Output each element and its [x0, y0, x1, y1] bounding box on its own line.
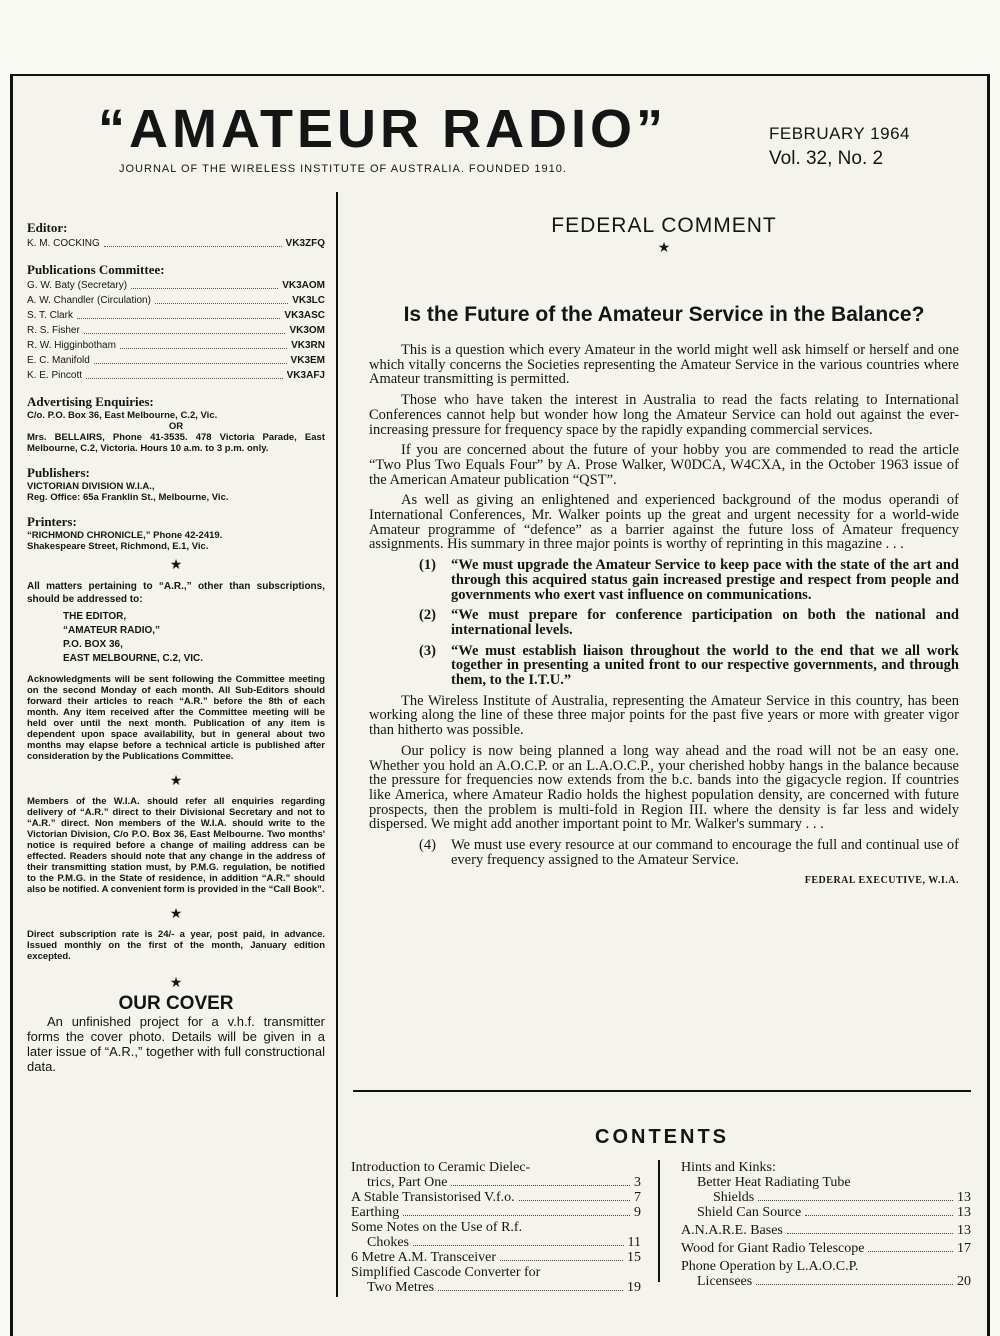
advertising-section: [27, 394, 325, 454]
star-divider: ★: [169, 907, 183, 922]
committee-row: [27, 368, 325, 383]
contents-item-title: Some Notes on the Use of R.f.: [351, 1220, 523, 1235]
leader-dots: [758, 1190, 953, 1201]
article-paragraph: As well as giving an enlightened and experienced background of the modus operandi of International Conferences, Mr. Walker points up the great and urgent necessity for a world-wide Amateur programme of “defence” as a barrier against the future loss of Amateur frequency assignments. His summary in three major points is worthy of reprinting in this magazine . . .: [369, 492, 959, 553]
committee-row: [27, 338, 325, 353]
member-callsign: VK3ASC: [284, 310, 325, 321]
member-callsign: VK3OM: [289, 325, 325, 336]
printers-line: “RICHMOND CHRONICLE,” Phone 42-2419.: [27, 530, 223, 541]
point-text: “We must establish liaison throughout the world to the end that we all work together in presenting a united front to our respective governments, and through them, to the I.T.U.”: [451, 642, 959, 689]
star-divider: ★: [169, 558, 183, 573]
member-name: E. C. Manifold: [27, 355, 90, 366]
contents-item-title: Chokes: [367, 1235, 409, 1250]
leader-dots: [84, 323, 286, 334]
member-name: G. W. Baty (Secretary): [27, 280, 128, 291]
leader-dots: [756, 1274, 953, 1285]
contents-item-title: A Stable Transistorised V.f.o.: [351, 1190, 515, 1205]
article-paragraph: This is a question which every Amateur in the world might well ask himself or herself and one which vitally concerns the Societies representing the Amateur Service in the various countries where Amateur transmitting is permitted.: [369, 342, 959, 388]
editor-callsign: VK3ZFQ: [285, 238, 325, 249]
article-paragraph: The Wireless Institute of Australia, representing the Amateur Service in this country, has been working along the line of these three major points for the past five years or more with greater vigor than hitherto was possible.: [369, 692, 959, 739]
issue-volume: Vol. 32, No. 2: [769, 148, 884, 169]
committee-row: [27, 308, 325, 323]
contents-item-title: Introduction to Ceramic Dielec-: [351, 1160, 531, 1175]
point-text: “We must upgrade the Amateur Service to keep pace with the state of the art and through this acquired status gain increased prestige and respect from people and governments who exert vast influence on communications.: [451, 557, 959, 603]
member-name: K. E. Pincott: [27, 370, 83, 381]
issue-date: FEBRUARY 1964: [769, 124, 910, 143]
contents-item[interactable]: [351, 1265, 641, 1295]
contents-item[interactable]: [681, 1205, 971, 1220]
contents-item[interactable]: [681, 1175, 971, 1205]
star-divider: ★: [657, 241, 671, 256]
contents-divider: [658, 1160, 660, 1282]
contents-item-page: 17: [957, 1241, 971, 1256]
contents-item-page: 13: [957, 1190, 971, 1205]
publishers-line: VICTORIAN DIVISION W.I.A.,: [27, 481, 155, 492]
summary-point: [419, 558, 959, 602]
star-divider: ★: [169, 976, 183, 991]
contents-left: [351, 1160, 641, 1295]
point-text: “We must prepare for conference participation on both the national and international levels.: [451, 607, 959, 638]
article-headline: Is the Future of the Amateur Service in the Balance?: [403, 303, 925, 326]
leader-dots: [77, 308, 280, 319]
editor-heading: Editor:: [27, 220, 68, 235]
address-line: P.O. BOX 36,: [63, 639, 123, 650]
article-paragraph: Our policy is now being planned a long way ahead and the road will not be an easy one. Whether you hold an A.O.C.P. or an L.A.O.C.P., your cherished hobby hangs in the balance because the pressure for frequencies now extends from the b.c. bands into the gigacycle region. If countries like America, where Amateur Radio holds the highest population density, are concerned with future prospects, then the problem is multi-fold in Region III. where the density is far less and widely dispersed. We might add another important point to Mr. Walker's summary . . .: [369, 742, 959, 833]
member-callsign: VK3LC: [292, 295, 325, 306]
leader-dots: [805, 1205, 953, 1216]
contents-item-page: 9: [634, 1205, 641, 1220]
contents-item[interactable]: [351, 1250, 641, 1265]
committee-section: [27, 262, 325, 383]
contents-item[interactable]: [351, 1220, 641, 1250]
committee-heading: Publications Committee:: [27, 262, 165, 277]
leader-dots: [155, 293, 288, 304]
contents-item-title: Licensees: [697, 1274, 753, 1289]
leader-dots: [94, 353, 287, 364]
member-name: A. W. Chandler (Circulation): [27, 295, 151, 306]
contents-item-title: Wood for Giant Radio Telescope: [681, 1241, 865, 1256]
leader-dots: [519, 1190, 630, 1201]
left-column: [27, 220, 325, 1074]
contents-item-page: 19: [627, 1280, 641, 1295]
contents-title: CONTENTS: [595, 1126, 729, 1148]
leader-dots: [438, 1280, 623, 1291]
leader-dots: [120, 338, 287, 349]
member-callsign: VK3EM: [290, 355, 325, 366]
leader-dots: [86, 368, 283, 379]
contents-item-page: 15: [627, 1250, 641, 1265]
contents-item-page: 20: [957, 1274, 971, 1289]
article-signature: FEDERAL EXECUTIVE, W.I.A.: [804, 874, 959, 886]
contents-item[interactable]: [681, 1223, 971, 1238]
committee-row: [27, 293, 325, 308]
summary-point: [419, 608, 959, 637]
contents-rule: [353, 1090, 971, 1092]
leader-dots: [868, 1241, 953, 1252]
committee-row: [27, 278, 325, 293]
our-cover-text: An unfinished project for a v.h.f. transmitter forms the cover photo. Details will be given in a later issue of “A.R.,” together with full constructional data.: [27, 1014, 325, 1074]
point-number: (1): [419, 557, 436, 574]
publishers-office: Reg. Office: 65a Franklin St., Melbourne, Vic.: [27, 492, 229, 503]
contents-item-title: Earthing: [351, 1205, 400, 1220]
advertising-line: C/o. P.O. Box 36, East Melbourne, C.2, Vic.: [27, 410, 218, 421]
member-name: S. T. Clark: [27, 310, 73, 321]
member-name: R. S. Fisher: [27, 325, 80, 336]
printers-heading: Printers:: [27, 514, 77, 529]
masthead-title: “AMATEUR RADIO”: [98, 99, 667, 159]
printers-address: Shakespeare Street, Richmond, E.1, Vic.: [27, 541, 209, 552]
summary-point: [419, 644, 959, 688]
contents-item-page: 11: [627, 1235, 641, 1250]
printers-section: [27, 514, 325, 552]
article-column: [369, 214, 959, 888]
contents-group-title: Hints and Kinks:: [681, 1160, 776, 1175]
members-text: Members of the W.I.A. should refer all enquiries regarding delivery of “A.R.” direct to their Divisional Secretary and not to “A.R.” direct. Non members of the W.I.A. should write to the Victorian Division, C/o P.O. Box 36, East Melbourne. Two months' notice is required before a change of mailing address can be effected. Readers should note that any change in the address of their transmitting station must, by P.M.G. regulation, be notified to the P.M.G. in the State of residence, in addition “A.R.” should also be notified. A convenient form is provided in the “Call Book”.: [27, 796, 325, 895]
member-name: R. W. Higginbotham: [27, 340, 116, 351]
contents-item[interactable]: [681, 1241, 971, 1256]
acknowledgments-text: Acknowledgments will be sent following the Committee meeting on the second Monday of each month. All Sub-Editors should forward their articles to reach “A.R.” before the 8th of each month. Any item received after the Committee meeting will be held over until the next month. Publication of any item is dependent upon space availability, but in general about two months may elapse before a technical article is published after consideration by the Publications Committee.: [27, 674, 325, 762]
leader-dots: [787, 1223, 953, 1234]
section-title: FEDERAL COMMENT: [551, 214, 777, 237]
contents-item-title: Shield Can Source: [697, 1205, 802, 1220]
publishers-heading: Publishers:: [27, 465, 90, 480]
member-callsign: VK3AOM: [282, 280, 325, 291]
star-divider: ★: [169, 774, 183, 789]
additional-point: [419, 838, 959, 867]
leader-dots: [403, 1205, 630, 1216]
contents-item[interactable]: [351, 1205, 641, 1220]
address-line: “AMATEUR RADIO,”: [63, 625, 161, 636]
publishers-section: [27, 465, 325, 503]
column-divider: [336, 192, 338, 1297]
subscription-text: Direct subscription rate is 24/- a year, post paid, in advance. Issued monthly on the first of the month, January edition excepted.: [27, 929, 325, 962]
advertising-or: OR: [168, 421, 184, 432]
editor-address: [63, 610, 325, 666]
contents-item-page: 7: [634, 1190, 641, 1205]
magazine-page: [10, 74, 990, 1336]
contents-item-title: A.N.A.R.E. Bases: [681, 1223, 783, 1238]
our-cover-heading: OUR COVER: [118, 993, 234, 1014]
masthead-subtitle: JOURNAL OF THE WIRELESS INSTITUTE OF AUSTRALIA. FOUNDED 1910.: [119, 163, 567, 175]
contents-item[interactable]: [681, 1259, 971, 1289]
contents-item-page: 13: [957, 1223, 971, 1238]
committee-row: [27, 323, 325, 338]
contents-item-title: Phone Operation by L.A.O.C.P.: [681, 1259, 859, 1274]
contents-item-title: Better Heat Radiating Tube: [697, 1175, 851, 1190]
address-line: EAST MELBOURNE, C.2, VIC.: [63, 653, 204, 664]
article-paragraph: If you are concerned about the future of your hobby you are commended to read the article “Two Plus Two Equals Four” by A. Prose Walker, W0DCA, W4CXA, in the October 1963 issue of the American Amateur publication “QST”.: [369, 442, 959, 488]
contents-item-page: 3: [634, 1175, 641, 1190]
leader-dots: [451, 1175, 630, 1186]
matters-text: All matters pertaining to “A.R.,” other than subscriptions, should be addressed to:: [27, 581, 325, 605]
contents-item[interactable]: [351, 1160, 641, 1190]
point-number: (2): [419, 607, 436, 624]
member-callsign: VK3RN: [291, 340, 325, 351]
advertising-contact: Mrs. BELLAIRS, Phone 41-3535. 478 Victoria Parade, East Melbourne, C.2, Victoria. Hours 10 a.m. to 3 p.m. only.: [27, 432, 325, 454]
address-line: THE EDITOR,: [63, 611, 127, 622]
contents-item[interactable]: [351, 1190, 641, 1205]
point-text: We must use every resource at our command to encourage the full and continual use of every frequency assigned to the Amateur Service.: [451, 837, 959, 868]
leader-dots: [104, 236, 282, 247]
contents-item-page: 13: [957, 1205, 971, 1220]
point-number: (4): [419, 837, 436, 854]
member-callsign: VK3AFJ: [286, 370, 325, 381]
contents-item-title: 6 Metre A.M. Transceiver: [351, 1250, 497, 1265]
article-paragraph: Those who have taken the interest in Australia to read the facts relating to International Conferences cannot help but wonder how long the Amateur Service can hold out against the ever-increasing pressure for frequency space by the rapidly expanding commercial services.: [369, 392, 959, 438]
editor-row: [27, 236, 325, 251]
editor-section: [27, 220, 325, 251]
point-number: (3): [419, 642, 436, 659]
editor-name: K. M. COCKING: [27, 238, 100, 249]
contents-item-title: Two Metres: [367, 1280, 435, 1295]
contents-right: [681, 1160, 971, 1289]
contents-item-title: Shields: [713, 1190, 755, 1205]
summary-points: [419, 558, 959, 688]
leader-dots: [500, 1250, 623, 1261]
leader-dots: [131, 278, 278, 289]
contents-item-title: Simplified Cascode Converter for: [351, 1265, 541, 1280]
article-body: [369, 343, 959, 888]
committee-row: [27, 353, 325, 368]
issue-info: [769, 124, 910, 170]
advertising-heading: Advertising Enquiries:: [27, 394, 154, 409]
leader-dots: [413, 1235, 624, 1246]
summary-point: [419, 838, 959, 867]
contents-item-title: trics, Part One: [367, 1175, 448, 1190]
